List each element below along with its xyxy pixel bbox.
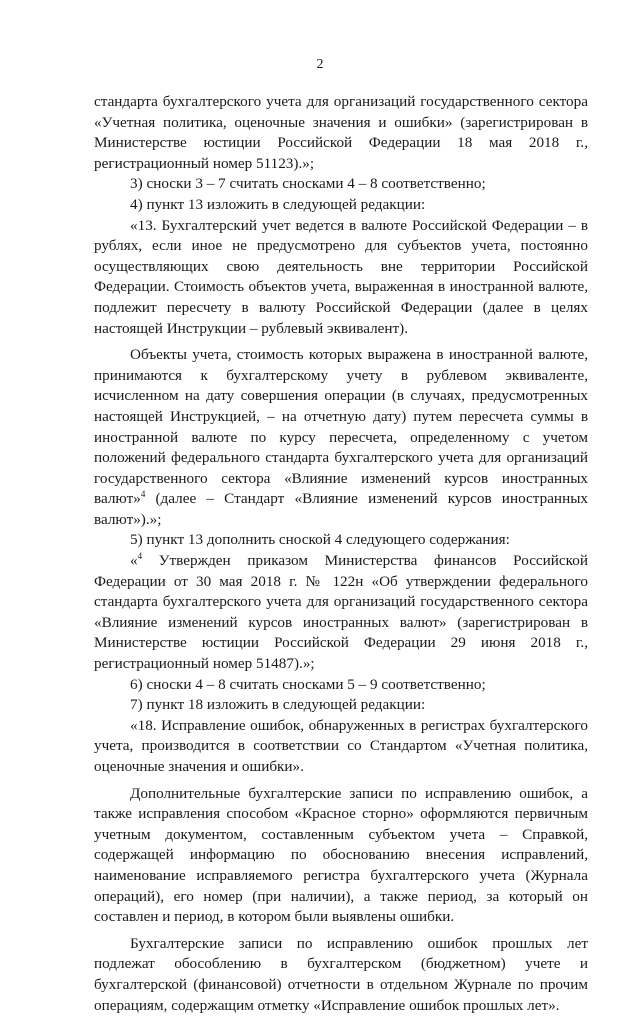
paragraph	[94, 551, 588, 675]
paragraph-text: Утвержден приказом Министерства финансов Российской Федерации от 30 мая 2018 г. № 122н «Об утверждении федерального стандарта бухгалтерского учета для организаций государственного сектора «Влияние изменений курсов иностранных валют» (зарегистрирован в Министерстве юстиции Российской Федерации 29 июня 2018 г., регистрационный номер 51487).»;	[94, 552, 588, 673]
paragraph	[94, 92, 588, 174]
paragraph-lead: «	[130, 552, 138, 570]
footnote-mark: 4	[137, 551, 143, 562]
paragraph-text: Объекты учета, стоимость которых выражена в иностранной валюте, принимаются к бухгалтерскому учету в рублевом эквиваленте, исчисленном на дату совершения операции (в случаях, предусмотренных настоящей Инструкцией, – на отчетную дату) путем пересчета суммы в иностранной валюте по курсу пересчета, определенному с учетом положений федерального стандарта бухгалтерского учета для организаций государственного сектора «Влияние изменений курсов иностранных валют»	[94, 346, 588, 508]
paragraph	[94, 216, 588, 340]
page-number: 2	[316, 57, 324, 72]
paragraph-text: 7) пункт 18 изложить в следующей редакции:	[130, 696, 426, 714]
paragraph-text: «13. Бухгалтерский учет ведется в валюте Российской Федерации – в рублях, если иное не предусмотрено для субъектов учета, постоянно осуществляющих свою деятельность вне территории Российской Федерации. Стоимость объектов учета, выраженная в иностранной валюте, подлежит пересчету в валюту Российской Федерации (далее в целях настоящей Инструкции – рублевый эквивалент).	[94, 216, 588, 337]
paragraph	[94, 174, 588, 195]
document-body	[94, 92, 588, 1016]
paragraph	[94, 195, 588, 216]
paragraph	[94, 530, 588, 551]
paragraph-text: Дополнительные бухгалтерские записи по исправлению ошибок, а также исправления способом «Красное сторно» оформляются первичным учетным документом, составленным субъектом учета – Справкой, содержащей информацию по обоснованию внесения исправлений, наименование исправляемого регистра бухгалтерского учета (Журнала операций), его номер (при наличии), а также период, за который он составлен и период, в котором были выявлены ошибки.	[94, 784, 588, 926]
paragraph-text: стандарта бухгалтерского учета для организаций государственного сектора «Учетная политика, оценочные значения и ошибки» (зарегистрирован в Министерстве юстиции Российской Федерации 18 мая 2018 г., регистрационный номер 51123).»;	[94, 93, 588, 172]
paragraph-tail: (далее – Стандарт «Влияние изменений курсов иностранных валют»).»;	[94, 490, 588, 528]
footnote-mark: 4	[140, 489, 146, 500]
paragraph	[94, 675, 588, 696]
paragraph	[94, 784, 588, 928]
paragraph	[94, 716, 588, 778]
paragraph-text: 5) пункт 13 дополнить сноской 4 следующего содержания:	[130, 531, 510, 549]
paragraph-text: «18. Исправление ошибок, обнаруженных в регистрах бухгалтерского учета, производится в соответствии со Стандартом «Учетная политика, оценочные значения и ошибки».	[94, 716, 588, 775]
paragraph	[94, 934, 588, 1016]
paragraph	[94, 695, 588, 716]
paragraph-text: 3) сноски 3 – 7 считать сносками 4 – 8 соответственно;	[130, 175, 486, 193]
paragraph-text: Бухгалтерские записи по исправлению ошибок прошлых лет подлежат обособлению в бухгалтерском (бюджетном) учете и бухгалтерской (финансовой) отчетности в отдельном Журнале по прочим операциям, содержащим отметку «Исправление ошибок прошлых лет».	[94, 934, 588, 1014]
paragraph-text: 6) сноски 4 – 8 считать сносками 5 – 9 соответственно;	[130, 675, 486, 693]
paragraph-text: 4) пункт 13 изложить в следующей редакции:	[130, 195, 426, 213]
paragraph	[94, 345, 588, 530]
